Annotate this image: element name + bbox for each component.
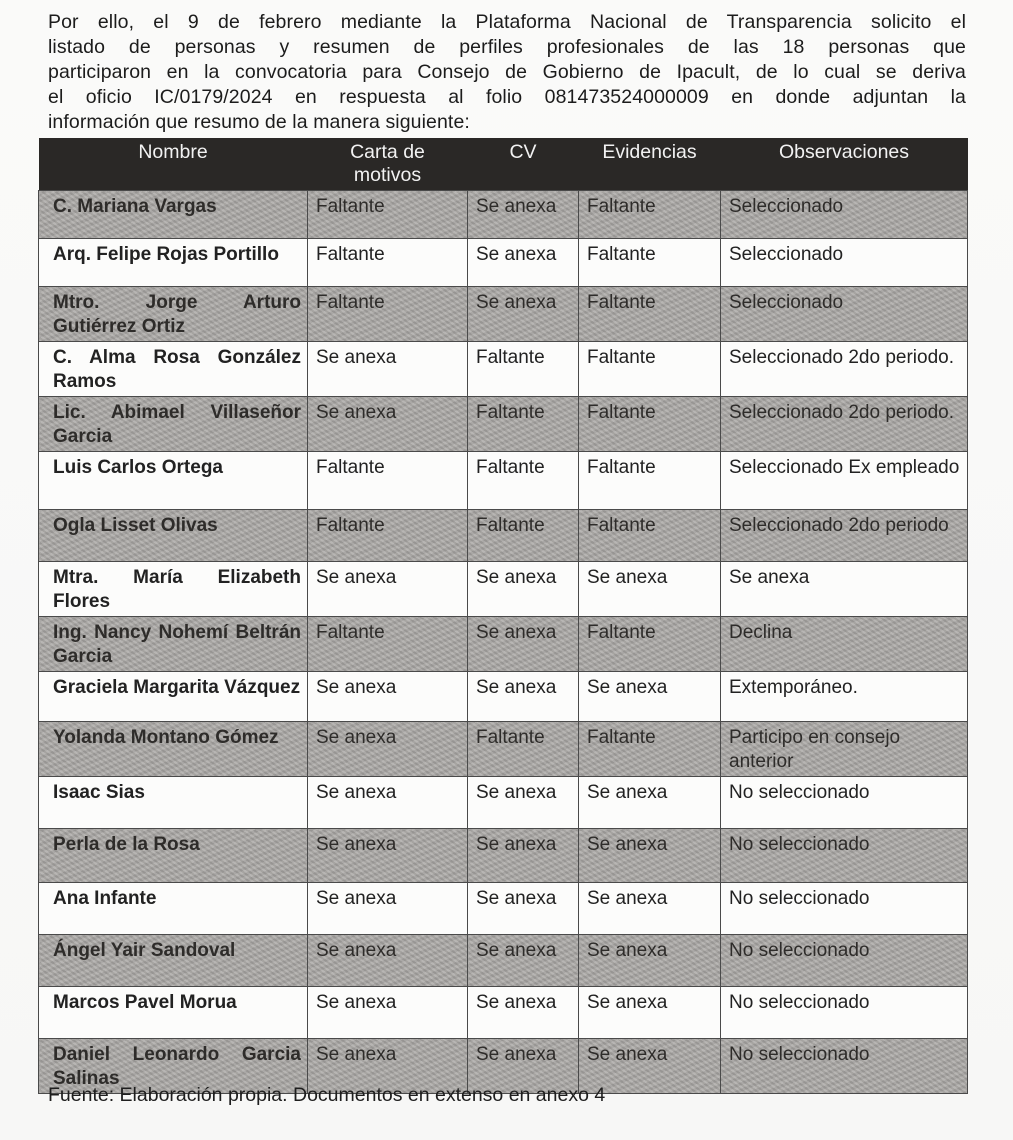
table-header-row — [39, 138, 968, 191]
cell-carta-de-motivos: Se anexa — [308, 397, 468, 452]
cell-evidencias: Se anexa — [579, 672, 721, 722]
cell-cv: Se anexa — [468, 191, 579, 239]
cell-carta-de-motivos: Se anexa — [308, 883, 468, 935]
table-row — [39, 562, 968, 617]
cell-observaciones: Declina — [721, 617, 968, 672]
cell-observaciones: No seleccionado — [721, 1039, 968, 1094]
table-row — [39, 239, 968, 287]
cell-carta-de-motivos: Se anexa — [308, 722, 468, 777]
cell-observaciones: No seleccionado — [721, 987, 968, 1039]
cell-cv: Se anexa — [468, 987, 579, 1039]
cell-carta-de-motivos: Se anexa — [308, 342, 468, 397]
header-evidencias: Evidencias — [579, 138, 721, 191]
cell-observaciones: Seleccionado 2do periodo — [721, 510, 968, 562]
cell-observaciones: Seleccionado — [721, 287, 968, 342]
header-cv: CV — [468, 138, 579, 191]
cell-evidencias: Se anexa — [579, 829, 721, 883]
table-row — [39, 722, 968, 777]
cell-carta-de-motivos: Faltante — [308, 191, 468, 239]
cell-nombre: Arq. Felipe Rojas Portillo — [39, 239, 308, 287]
table-row — [39, 397, 968, 452]
cell-observaciones: Seleccionado 2do periodo. — [721, 397, 968, 452]
cell-observaciones: No seleccionado — [721, 935, 968, 987]
table-row — [39, 672, 968, 722]
cell-nombre: Mtra. María Elizabeth Flores — [39, 562, 308, 617]
intro-line: participaron en la convocatoria para Consejo de Gobierno de Ipacult, de lo cual se deriva — [48, 61, 966, 83]
cell-carta-de-motivos: Se anexa — [308, 562, 468, 617]
cell-carta-de-motivos: Se anexa — [308, 777, 468, 829]
cell-cv: Se anexa — [468, 287, 579, 342]
cell-cv: Se anexa — [468, 1039, 579, 1094]
cell-observaciones: No seleccionado — [721, 829, 968, 883]
intro-line: listado de personas y resumen de perfiles profesionales de las 18 personas que — [48, 36, 966, 58]
cell-evidencias: Faltante — [579, 617, 721, 672]
cell-nombre: Daniel Leonardo Garcia Salinas — [39, 1039, 308, 1094]
cell-nombre: Lic. Abimael Villaseñor Garcia — [39, 397, 308, 452]
cell-nombre: Marcos Pavel Morua — [39, 987, 308, 1039]
cell-evidencias: Faltante — [579, 239, 721, 287]
cell-evidencias: Se anexa — [579, 777, 721, 829]
cell-nombre: Ogla Lisset Olivas — [39, 510, 308, 562]
cell-cv: Se anexa — [468, 617, 579, 672]
table-row — [39, 452, 968, 510]
table-row — [39, 617, 968, 672]
intro-line: Por ello, el 9 de febrero mediante la Plataforma Nacional de Transparencia solicito el — [48, 11, 966, 33]
cell-nombre: Ángel Yair Sandoval — [39, 935, 308, 987]
cell-observaciones: Seleccionado — [721, 239, 968, 287]
table-body — [39, 191, 968, 1094]
cell-cv: Se anexa — [468, 239, 579, 287]
header-nombre: Nombre — [39, 138, 308, 191]
intro-line: información que resumo de la manera siguiente: — [48, 111, 470, 133]
cell-nombre: Yolanda Montano Gómez — [39, 722, 308, 777]
cell-evidencias: Se anexa — [579, 935, 721, 987]
cell-cv: Faltante — [468, 722, 579, 777]
cell-carta-de-motivos: Faltante — [308, 239, 468, 287]
cell-carta-de-motivos: Faltante — [308, 510, 468, 562]
header-carta-de-motivos: Carta de motivos — [308, 138, 468, 191]
table-row — [39, 342, 968, 397]
cell-observaciones: No seleccionado — [721, 777, 968, 829]
cell-nombre: Ana Infante — [39, 883, 308, 935]
cell-cv: Se anexa — [468, 935, 579, 987]
cell-evidencias: Faltante — [579, 397, 721, 452]
table-row — [39, 883, 968, 935]
cell-observaciones: Se anexa — [721, 562, 968, 617]
cell-nombre: Luis Carlos Ortega — [39, 452, 308, 510]
cell-evidencias: Faltante — [579, 342, 721, 397]
cell-cv: Se anexa — [468, 883, 579, 935]
cell-nombre: Perla de la Rosa — [39, 829, 308, 883]
cell-nombre: Graciela Margarita Vázquez — [39, 672, 308, 722]
cell-evidencias: Se anexa — [579, 987, 721, 1039]
cell-observaciones: Seleccionado Ex empleado — [721, 452, 968, 510]
cell-evidencias: Se anexa — [579, 883, 721, 935]
table-row — [39, 191, 968, 239]
cell-nombre: C. Mariana Vargas — [39, 191, 308, 239]
cell-carta-de-motivos: Se anexa — [308, 829, 468, 883]
cell-observaciones: Extemporáneo. — [721, 672, 968, 722]
cell-nombre: Isaac Sias — [39, 777, 308, 829]
cell-cv: Se anexa — [468, 672, 579, 722]
cell-nombre: C. Alma Rosa González Ramos — [39, 342, 308, 397]
cell-cv: Se anexa — [468, 777, 579, 829]
table-row — [39, 287, 968, 342]
candidates-table — [38, 138, 968, 1094]
cell-cv: Faltante — [468, 397, 579, 452]
cell-cv: Faltante — [468, 342, 579, 397]
cell-observaciones: Participo en consejo anterior — [721, 722, 968, 777]
table-row — [39, 829, 968, 883]
intro-line: el oficio IC/0179/2024 en respuesta al folio 081473524000009 en donde adjuntan la — [48, 86, 966, 108]
cell-nombre: Ing. Nancy Nohemí Beltrán Garcia — [39, 617, 308, 672]
source-note: Fuente: Elaboración propia. Documentos en extenso en anexo 4 — [48, 1084, 606, 1106]
cell-observaciones: No seleccionado — [721, 883, 968, 935]
cell-cv: Se anexa — [468, 562, 579, 617]
cell-observaciones: Seleccionado — [721, 191, 968, 239]
cell-carta-de-motivos: Se anexa — [308, 1039, 468, 1094]
cell-cv: Faltante — [468, 510, 579, 562]
cell-evidencias: Faltante — [579, 191, 721, 239]
cell-carta-de-motivos: Faltante — [308, 452, 468, 510]
cell-evidencias: Faltante — [579, 287, 721, 342]
cell-evidencias: Faltante — [579, 510, 721, 562]
cell-carta-de-motivos: Se anexa — [308, 987, 468, 1039]
table-row — [39, 510, 968, 562]
cell-observaciones: Seleccionado 2do periodo. — [721, 342, 968, 397]
cell-carta-de-motivos: Faltante — [308, 617, 468, 672]
table-row — [39, 987, 968, 1039]
cell-carta-de-motivos: Faltante — [308, 287, 468, 342]
cell-carta-de-motivos: Se anexa — [308, 672, 468, 722]
cell-evidencias: Faltante — [579, 452, 721, 510]
cell-evidencias: Se anexa — [579, 562, 721, 617]
cell-evidencias: Faltante — [579, 722, 721, 777]
header-observaciones: Observaciones — [721, 138, 968, 191]
intro-paragraph — [48, 10, 966, 135]
cell-cv: Faltante — [468, 452, 579, 510]
cell-evidencias: Se anexa — [579, 1039, 721, 1094]
table-row — [39, 935, 968, 987]
cell-carta-de-motivos: Se anexa — [308, 935, 468, 987]
cell-cv: Se anexa — [468, 829, 579, 883]
table-row — [39, 777, 968, 829]
cell-nombre: Mtro. Jorge Arturo Gutiérrez Ortiz — [39, 287, 308, 342]
